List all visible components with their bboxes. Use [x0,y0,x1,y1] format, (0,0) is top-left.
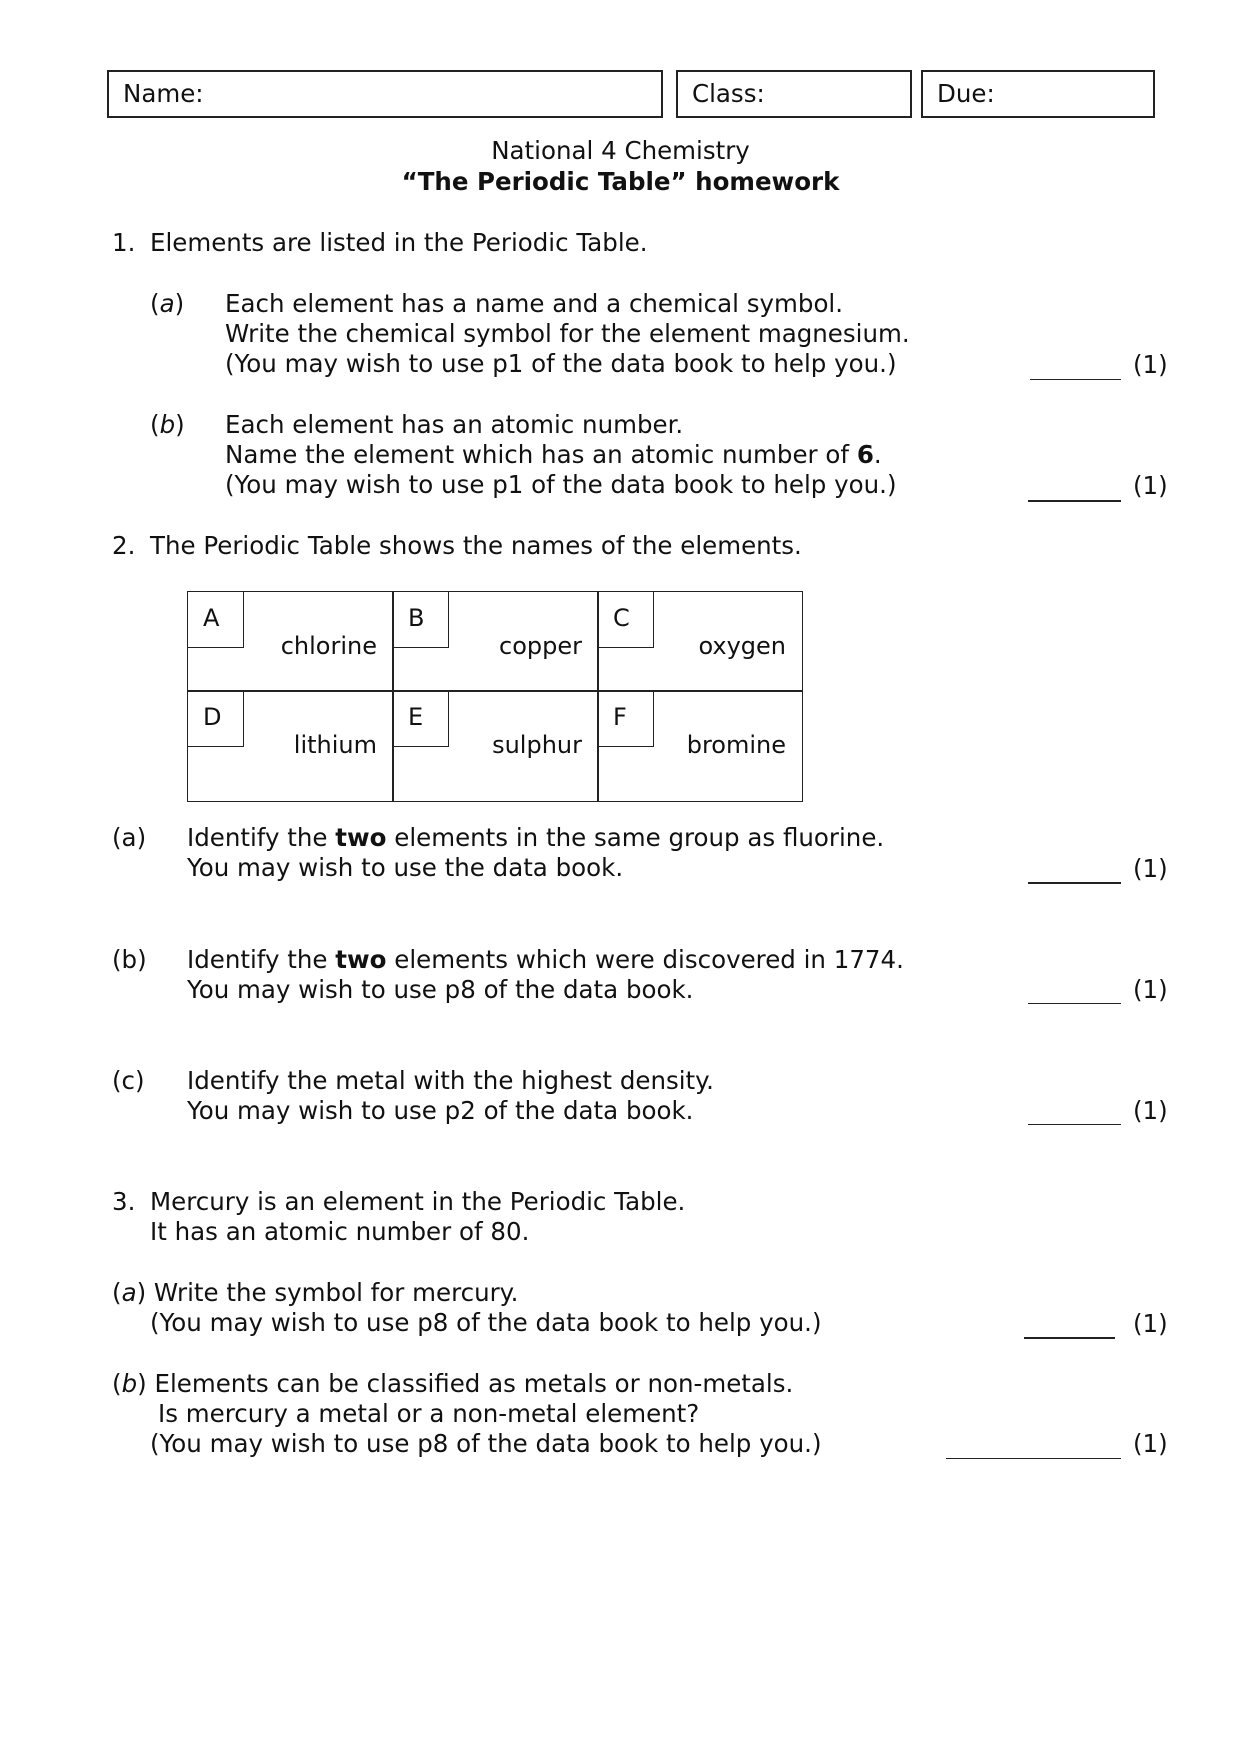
element-name: copper [499,632,582,660]
q2c-label: (c) [112,1066,145,1095]
q1a-marks: (1) [1133,350,1168,379]
q2a-answer-line[interactable] [1028,882,1121,884]
due-label: Due: [937,79,995,108]
q2b-answer-line[interactable] [1028,1003,1121,1004]
element-letter: F [613,703,627,731]
q2-number: 2. [112,531,136,560]
q1-stem: Elements are listed in the Periodic Table. [150,228,648,257]
q1a-label: (a) [150,289,185,318]
element-letter: A [203,604,220,632]
q2b-line2: You may wish to use p8 of the data book. [187,975,694,1004]
q3-line2: It has an atomic number of 80. [150,1217,530,1246]
q2a-line2: You may wish to use the data book. [187,853,624,882]
element-name: bromine [686,731,786,759]
q1b-marks: (1) [1133,471,1168,500]
q2a-label: (a) [112,823,147,852]
element-name: lithium [293,731,377,759]
q3-line1: Mercury is an element in the Periodic Table. [150,1187,686,1216]
q2a-line1: Identify the two elements in the same group as fluorine. [187,823,885,852]
element-letter: D [203,703,222,731]
q3b-line1: (b) Elements can be classified as metals or non-metals. [112,1369,794,1398]
element-name: oxygen [698,632,786,660]
element-cell [187,591,394,692]
class-field[interactable] [676,70,912,118]
q1a-answer-line[interactable] [1030,379,1121,380]
q3a-marks: (1) [1133,1309,1168,1338]
element-table [187,591,803,802]
q3a-answer-line[interactable] [1024,1337,1115,1339]
q1a-line3: (You may wish to use p1 of the data book to help you.) [225,349,897,378]
q2b-line1: Identify the two elements which were discovered in 1774. [187,945,904,974]
q3a-line1: (a) Write the symbol for mercury. [112,1278,519,1307]
due-field[interactable] [921,70,1155,118]
q3-number: 3. [112,1187,136,1216]
q3b-marks: (1) [1133,1429,1168,1458]
class-label: Class: [692,79,765,108]
element-letter: C [613,604,630,632]
element-cell [392,690,599,802]
element-letter: E [408,703,424,731]
course-title: National 4 Chemistry [491,136,750,165]
element-cell [597,690,803,802]
q3b-line2: Is mercury a metal or a non-metal element? [158,1399,700,1428]
q3a-label: (a) [112,1278,147,1307]
name-label: Name: [123,79,204,108]
element-name: chlorine [280,632,377,660]
homework-title: “The Periodic Table” homework [401,167,840,196]
q3b-line3: (You may wish to use p8 of the data book to help you.) [150,1429,822,1458]
q2-stem: The Periodic Table shows the names of the elements. [150,531,802,560]
element-cell [187,690,394,802]
q3b-label: (b) [112,1369,147,1398]
q1b-answer-line[interactable] [1028,500,1121,502]
element-letter: B [408,604,425,632]
q2b-label: (b) [112,945,147,974]
q1a-line1: Each element has a name and a chemical symbol. [225,289,844,318]
element-cell [597,591,803,692]
q2c-marks: (1) [1133,1096,1168,1125]
q1b-line3: (You may wish to use p1 of the data book to help you.) [225,470,897,499]
name-field[interactable] [107,70,663,118]
q3b-answer-line[interactable] [946,1458,1121,1459]
q2a-marks: (1) [1133,854,1168,883]
q2c-answer-line[interactable] [1028,1124,1121,1125]
q2c-line1: Identify the metal with the highest density. [187,1066,714,1095]
q3a-line2: (You may wish to use p8 of the data book to help you.) [150,1308,822,1337]
element-cell [392,591,599,692]
q1-number: 1. [112,228,136,257]
q1b-line2: Name the element which has an atomic number of 6. [225,440,882,469]
q2b-marks: (1) [1133,975,1168,1004]
q2c-line2: You may wish to use p2 of the data book. [187,1096,694,1125]
q1b-label: (b) [150,410,185,439]
element-name: sulphur [492,731,582,759]
q1b-line1: Each element has an atomic number. [225,410,684,439]
q1a-line2: Write the chemical symbol for the element magnesium. [225,319,910,348]
